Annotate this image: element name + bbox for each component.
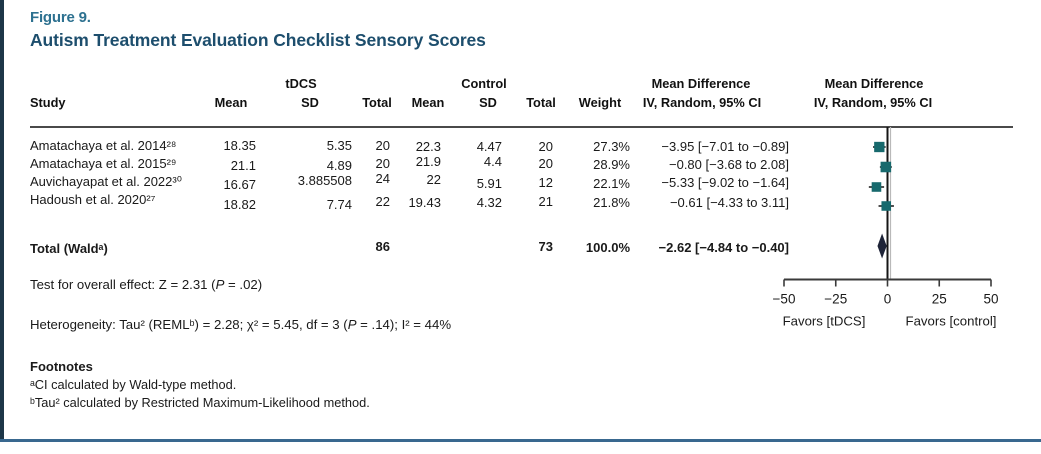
mean-difference-ci: −5.33 [−9.02 to −1.64]: [661, 175, 789, 190]
total-weight: 100.0%: [585, 240, 630, 255]
control-mean: 21.9: [415, 154, 441, 169]
p-italic: P: [215, 277, 225, 292]
col-header-control-mean: Mean: [411, 95, 445, 110]
axis-tick-label: 25: [931, 291, 947, 307]
col-header-iv-random-plot: IV, Random, 95% CI: [813, 95, 933, 110]
tdcs-mean: 18.82: [223, 197, 256, 212]
tdcs-sd: 3.885508: [297, 173, 352, 188]
weight: 21.8%: [593, 195, 630, 210]
total-control-n: 73: [538, 239, 553, 254]
favors-left-label: Favors [tDCS]: [782, 313, 866, 329]
tdcs-mean: 21.1: [230, 158, 256, 173]
total-label: Total (Waldᵃ): [30, 241, 108, 256]
tdcs-sd: 5.35: [326, 138, 352, 153]
mean-difference-ci: −0.61 [−4.33 to 3.11]: [669, 195, 789, 210]
weight: 28.9%: [593, 157, 630, 172]
control-sd: 5.91: [476, 176, 502, 191]
heterogeneity-pre: Heterogeneity: Tau² (REMLᵇ) = 2.28; χ² = 5.45, df = 3 (: [30, 317, 348, 332]
group-header-mean-difference-values: Mean Difference: [651, 76, 751, 91]
heterogeneity-text: [30, 317, 451, 332]
group-header-tdcs: tDCS: [285, 76, 317, 91]
overall-effect-text: [30, 277, 262, 292]
col-header-tdcs-mean: Mean: [214, 95, 248, 110]
axis-tick-label: −50: [772, 291, 796, 307]
control-mean: 22.3: [415, 139, 441, 154]
control-sd: 4.47: [476, 139, 502, 154]
study-name: Amatachaya et al. 2015²⁹: [30, 156, 177, 171]
favors-right-label: Favors [control]: [905, 313, 997, 329]
control-total: 21: [538, 194, 553, 209]
footnote-b: ᵇTau² calculated by Restricted Maximum-Likelihood method.: [30, 395, 370, 410]
control-total: 20: [538, 139, 553, 154]
col-header-control-sd: SD: [479, 95, 497, 110]
weight: 27.3%: [593, 139, 630, 154]
col-header-iv-random-values: IV, Random, 95% CI: [642, 95, 762, 110]
tdcs-mean: 16.67: [223, 177, 256, 192]
group-header-control: Control: [461, 76, 507, 91]
col-header-weight: Weight: [578, 95, 622, 110]
col-header-study: Study: [30, 95, 66, 110]
tdcs-total: 24: [375, 171, 390, 186]
heterogeneity-post: = .14); I² = 44%: [356, 317, 452, 332]
tdcs-total: 20: [375, 156, 390, 171]
footnote-a: ᵃCI calculated by Wald-type method.: [30, 377, 237, 392]
figure-title: Autism Treatment Evaluation Checklist Sensory Scores: [30, 30, 486, 50]
axis-tick-label: 0: [883, 291, 892, 307]
control-mean: 22: [426, 172, 441, 187]
effect-square: [881, 201, 891, 211]
mean-difference-ci: −3.95 [−7.01 to −0.89]: [661, 139, 789, 154]
overall-effect-post: = .02): [224, 277, 263, 292]
control-sd: 4.32: [476, 195, 502, 210]
effect-square: [881, 162, 892, 173]
study-name: Amatachaya et al. 2014²⁸: [30, 138, 177, 153]
left-accent-bar: [0, 0, 4, 441]
study-name: Auvichayapat et al. 2022³⁰: [30, 174, 182, 189]
header-rule: [30, 126, 1013, 128]
control-total: 20: [538, 156, 553, 171]
col-header-tdcs-sd: SD: [301, 95, 319, 110]
tdcs-sd: 7.74: [326, 197, 352, 212]
axis-tick-label: −25: [824, 291, 848, 307]
weight: 22.1%: [593, 176, 630, 191]
footnotes-heading: Footnotes: [30, 359, 93, 374]
col-header-control-total: Total: [526, 95, 556, 110]
figure-label: Figure 9.: [30, 9, 91, 26]
control-mean: 19.43: [408, 195, 441, 210]
tdcs-mean: 18.35: [223, 138, 256, 153]
study-name: Hadoush et al. 2020²⁷: [30, 192, 156, 207]
bottom-rule: [0, 439, 1041, 442]
group-header-mean-difference-plot: Mean Difference: [824, 76, 924, 91]
overall-effect-pre: Test for overall effect: Z = 2.31 (: [30, 277, 216, 292]
control-total: 12: [538, 175, 553, 190]
summary-diamond: [877, 234, 886, 259]
tdcs-total: 22: [375, 194, 390, 209]
effect-square: [872, 182, 882, 192]
p-italic: P: [347, 317, 357, 332]
total-tdcs-n: 86: [375, 239, 390, 254]
effect-square: [874, 142, 884, 152]
mean-difference-ci: −0.80 [−3.68 to 2.08]: [669, 157, 789, 172]
col-header-tdcs-total: Total: [362, 95, 392, 110]
axis-tick-label: 50: [983, 291, 999, 307]
control-sd: 4.4: [483, 154, 502, 169]
tdcs-total: 20: [375, 138, 390, 153]
total-mean-difference-ci: −2.62 [−4.84 to −0.40]: [658, 240, 789, 255]
tdcs-sd: 4.89: [326, 158, 352, 173]
